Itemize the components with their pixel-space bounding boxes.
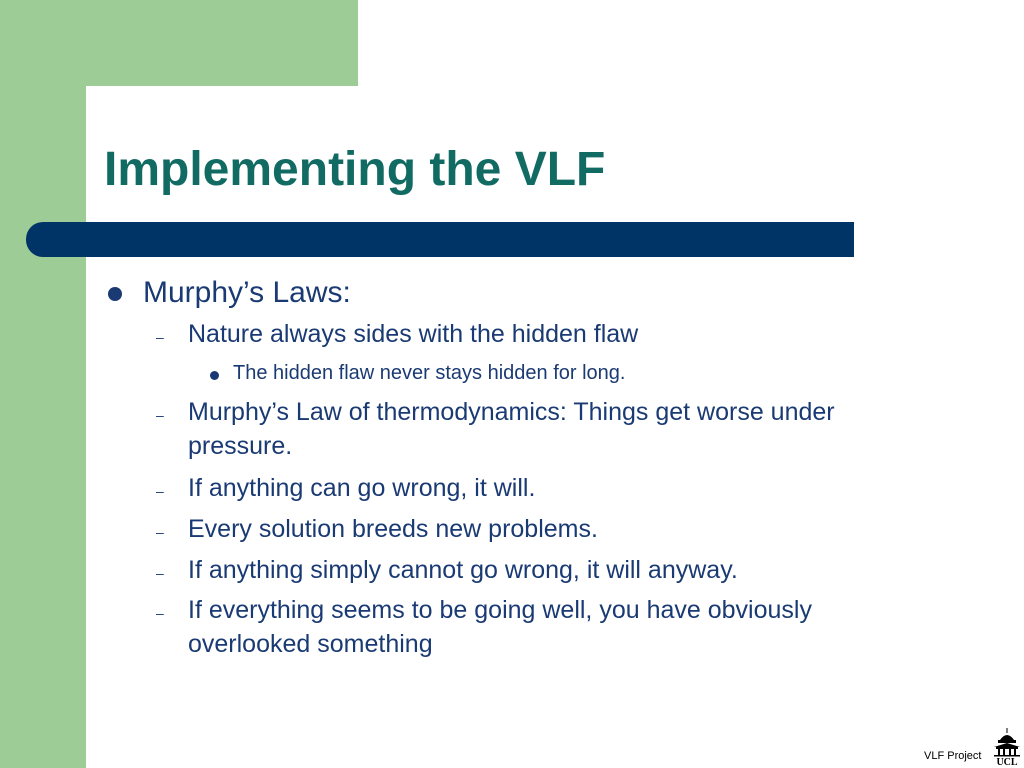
dash-bullet-icon: – [156, 407, 164, 423]
bullet-level2-text: Nature always sides with the hidden flaw [188, 320, 639, 348]
dash-bullet-icon: – [156, 565, 164, 581]
bullet-level2-text: If anything can go wrong, it will. [188, 474, 536, 502]
bullet-level2-text: Murphy’s Law of thermodynamics: Things get worse under [188, 398, 835, 426]
ucl-logo-icon [990, 726, 1024, 766]
dash-bullet-icon: – [156, 329, 164, 345]
bullet-level2-text: If everything seems to be going well, you have obviously [188, 596, 812, 624]
bullet-level2-text: If anything simply cannot go wrong, it will anyway. [188, 556, 738, 584]
bullet-level3-text: The hidden flaw never stays hidden for long. [233, 362, 626, 384]
dash-bullet-icon: – [156, 483, 164, 499]
dash-bullet-icon: – [156, 605, 164, 621]
footer-project-label: VLF Project [924, 750, 982, 762]
dash-bullet-icon: – [156, 524, 164, 540]
bullet-level1-text: Murphy’s Laws: [143, 276, 351, 309]
bullet-dot-icon [108, 287, 122, 301]
ucl-logo-text: UCL [996, 757, 1018, 766]
bullet-level2-text: Every solution breeds new problems. [188, 515, 598, 543]
slide-title: Implementing the VLF [104, 143, 606, 196]
bullet-level2-text-continued: overlooked something [188, 630, 433, 658]
bullet-dot-small-icon [210, 371, 219, 380]
bullet-level2-text-continued: pressure. [188, 432, 293, 460]
